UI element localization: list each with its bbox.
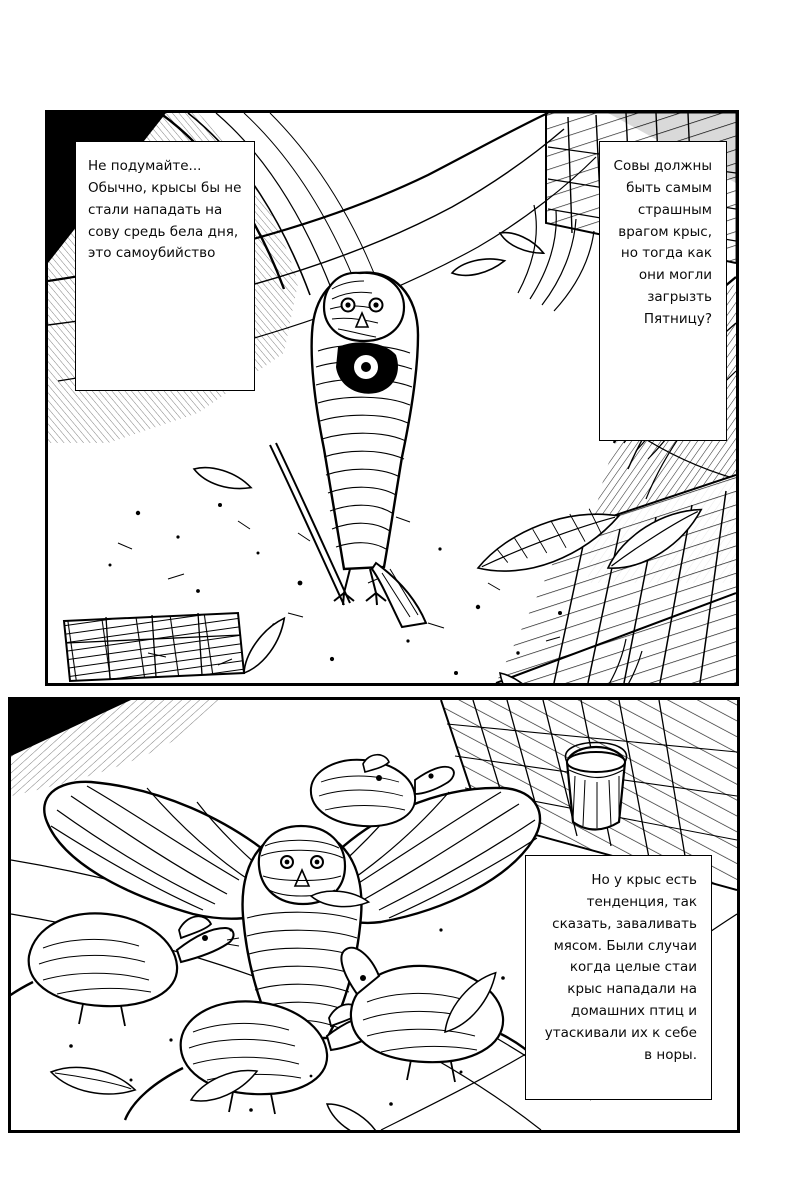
- caption-box-top-right: [599, 141, 727, 441]
- caption-text: Не подумайте... Обычно, крысы бы не стали нападать на сову средь бела дня, это самоубийство: [88, 158, 246, 262]
- panel-owl-attacked-by-rats: [8, 697, 740, 1133]
- caption-box-bottom-right: [525, 855, 712, 1100]
- panel-owl-in-yard: [45, 110, 739, 686]
- caption-text: Совы должны быть самым страшным врагом крыс, но тогда как они могли загрызть Пятницу?: [613, 158, 717, 328]
- caption-text: Но у крыс есть тенденция, так сказать, заваливать мясом. Были случаи когда целые стаи крыс нападали на домашних птиц и утаскивали их к себе в норы.: [544, 872, 702, 1063]
- caption-box-top-left: [75, 141, 255, 391]
